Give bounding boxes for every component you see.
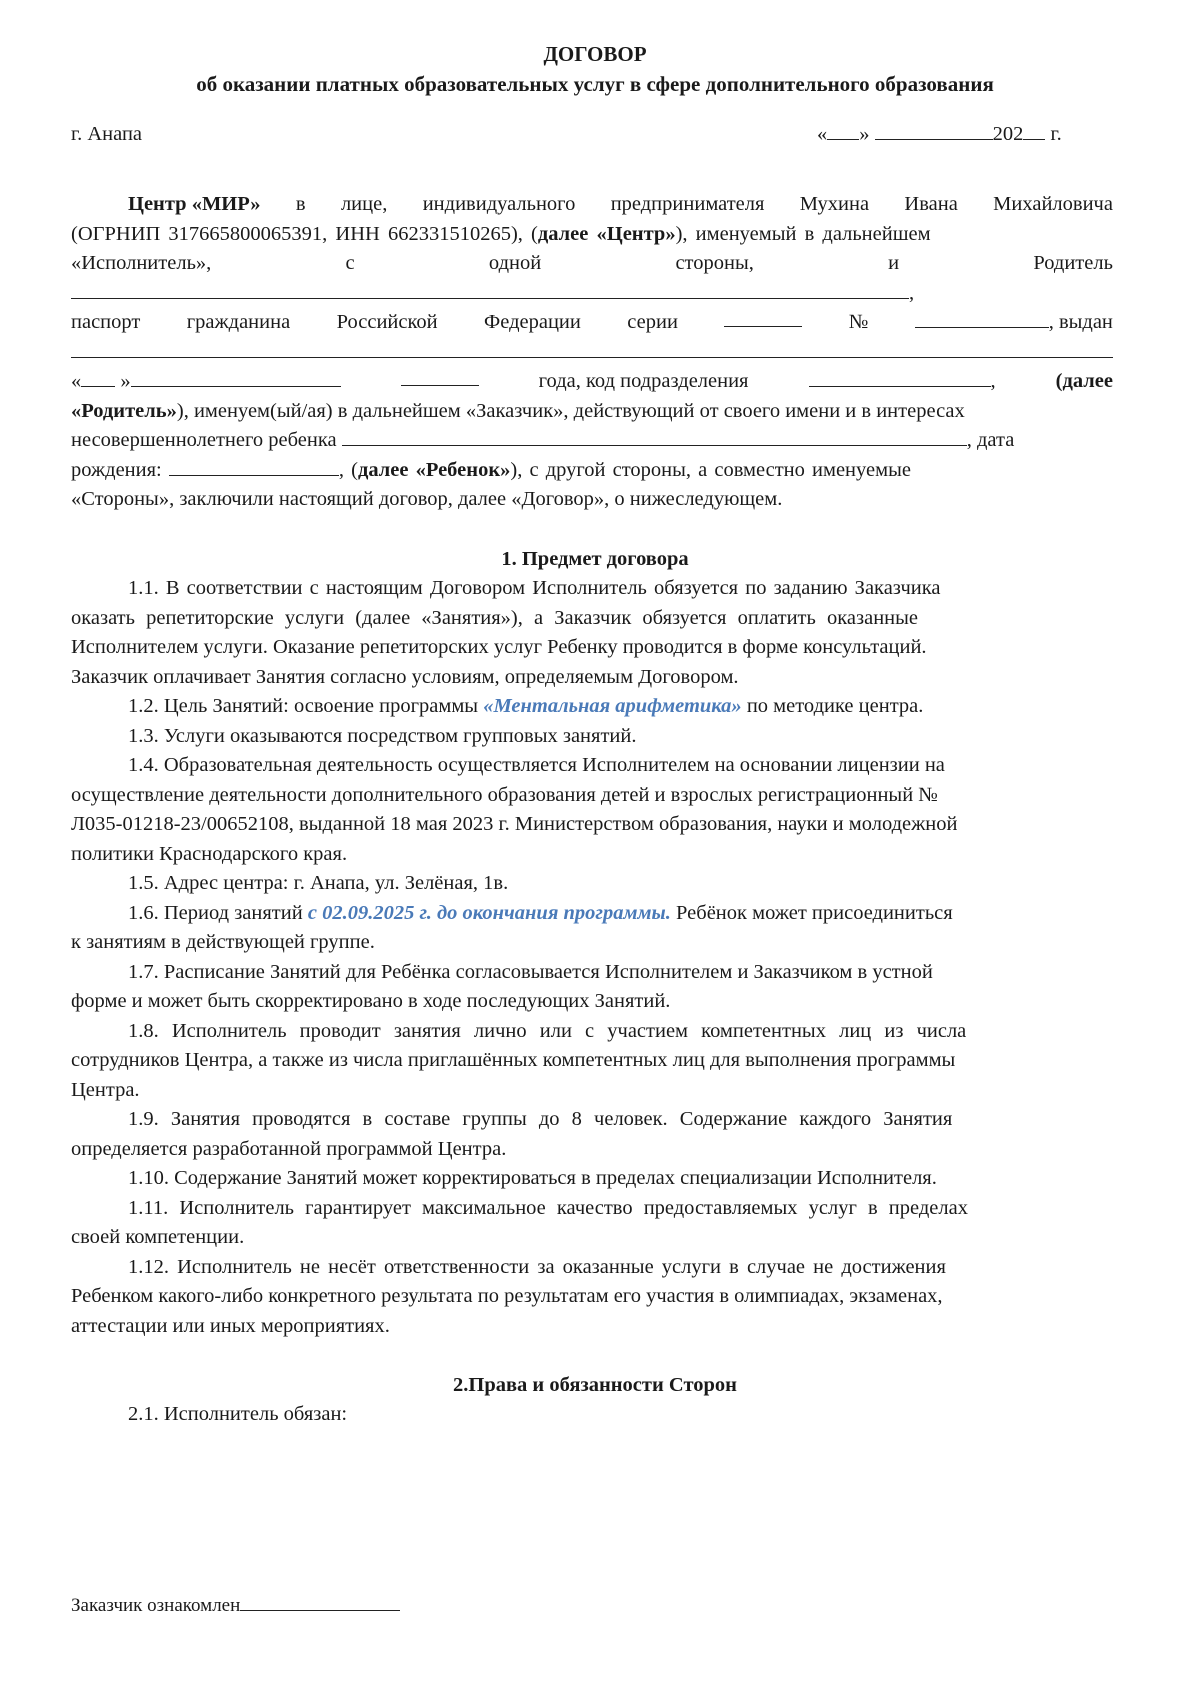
clause-1-11: 1.11. Исполнитель гарантирует максимальное качество предоставляемых услуг в пределах [128, 1197, 968, 1219]
section-1-heading: 1. Предмет договора [501, 548, 689, 570]
division-code-field[interactable]: , [809, 365, 996, 397]
preamble-line-1: Центр «МИР» в лице, индивидуального предпринимателя Мухина Ивана Михайловича [128, 193, 1113, 215]
passport-series-field[interactable] [724, 306, 802, 327]
issue-year-field[interactable] [401, 365, 479, 386]
city: г. Анапа [71, 123, 143, 145]
contract-page: ДОГОВОР об оказании платных образовательных услуг в сфере дополнительного образования г. Анапа « » 202 г. Центр «МИР» в лице, индивидуального предпринимателя Мухина Ивана Михайловича (ОГРНИП 317665800065391, ИНН 662331510265), (далее «Центр»), именуемый в дальнейшем «Исполнитель», с одной стороны, и Родитель , паспорт гражданина Российской Федерации серии № , выдан « » года, код подразделения , (далее «Родитель»), именуем(ый/ая) в дальнейшем «Заказчик», действующий от своего имени и в интересах несовершеннолетнего ребенка , дата рождения: , (далее «Ребенок»), с другой стороны, а совместно именуемые «Стороны», заключили настоящий договор, далее «Договор», о нижеследующем. 1. Предмет договора 1.1. В соответствии с настоящим Договором Исполнитель обязуется по заданию Заказчика оказать репетиторские услуги (далее «Занятия»), а Заказчик обязуется оплатить оказанные Исполнителем услуги. Оказание репетиторских услуг Ребенку проводится в форме консультаций. Заказчик оплачивает Занятия согласно условиям, определяемым Договором. 1.2. Цель Занятий: освоение программы «Ментальная арифметика» по методике центра. 1.3. Услуги оказываются посредством групповых занятий. 1.4. Образовательная деятельность осуществляется Исполнителем на основании лицензии на осуществление деятельности дополнительного образования детей и взрослых регистрационный № Л035-01218-23/00652108, выданной 18 мая 2023 г. Министерством образования, науки и молодежной политики Краснодарского края. 1.5. Адрес центра: г. Анапа, ул. Зелёная, 1в. 1.6. Период занятий с 02.09.2025 г. до окончания программы. Ребёнок может присоединиться к занятиям в действующей группе. 1.7. Расписание Занятий для Ребёнка согласовывается Исполнителем и Заказчиком в устной форме и может быть скорректировано в ходе последующих Занятий. 1.8. Исполнитель проводит занятия лично или с участием компетентных лиц из числа сотрудников Центра, а также из числа приглашённых компетентных лиц для выполнения программы Центра. 1.9. Занятия проводятся в составе группы до 8 человек. Содержание каждого Занятия определяется разработанной программой Центра. 1.10. Содержание Занятий может корректироваться в пределах специализации Исполнителя. 1.11. Исполнитель гарантирует максимальное качество предоставляемых услуг в пределах своей компетенции. 1.12. Исполнитель не несёт ответственности за оказанные услуги в случае не достижения Ребенком какого-либо конкретного результата по результатам его участия в олимпиадах, экзаменах, аттестации или иных мероприятиях. 2.Права и обязанности Сторон 2.1. Исполнитель обязан: Заказчик ознакомлен [0, 0, 1190, 1683]
child-name-line: несовершеннолетнего ребенка , дата [71, 424, 1113, 456]
clause-1-9: 1.9. Занятия проводятся в составе группы до 8 человек. Содержание каждого Занятия [128, 1108, 953, 1130]
preamble-line-3: «Исполнитель», с одной стороны, и Родитель [71, 252, 1113, 274]
passport-line: паспорт гражданина Российской Федерации серии № , выдан [71, 306, 1113, 338]
clause-1-3: 1.3. Услуги оказываются посредством групповых занятий. [128, 725, 637, 747]
parent-name-field[interactable]: , [71, 277, 1113, 309]
clause-1-6: 1.6. Период занятий с 02.09.2025 г. до окончания программы. Ребёнок может присоединиться [128, 902, 953, 924]
preamble-line-11: «Стороны», заключили настоящий договор, далее «Договор», о нижеследующем. [71, 488, 783, 510]
clause-1-2: 1.2. Цель Занятий: освоение программы «Ментальная арифметика» по методике центра. [128, 695, 924, 717]
preamble-line-2: (ОГРНИП 317665800065391, ИНН 662331510265), (далее «Центр»), именуемый в дальнейшем [71, 223, 931, 245]
customer-signature-field[interactable] [240, 1590, 400, 1611]
child-birthdate-field[interactable] [169, 455, 339, 476]
clause-1-1: 1.1. В соответствии с настоящим Договором Исполнитель обязуется по заданию Заказчика [128, 577, 941, 599]
section-2-heading: 2.Права и обязанности Сторон [453, 1374, 737, 1396]
clause-1-7: 1.7. Расписание Занятий для Ребёнка согласовывается Исполнителем и Заказчиком в устной [128, 961, 933, 983]
child-birth-line: рождения: , (далее «Ребенок»), с другой стороны, а совместно именуемые [71, 454, 1113, 486]
document-subtitle: об оказании платных образовательных услуг в сфере дополнительного образования [196, 72, 994, 96]
clause-1-10: 1.10. Содержание Занятий может корректироваться в пределах специализации Исполнителя. [128, 1167, 937, 1189]
program-name: «Ментальная арифметика» [483, 695, 742, 717]
clause-2-1: 2.1. Исполнитель обязан: [128, 1403, 348, 1425]
passport-number-field[interactable]: , выдан [915, 306, 1113, 338]
clause-1-4: 1.4. Образовательная деятельность осуществляется Исполнителем на основании лицензии на [128, 754, 945, 776]
preamble-line-8: «Родитель»), именуем(ый/ая) в дальнейшем «Заказчик», действующий от своего имени и в интересах [71, 400, 965, 422]
clause-1-8: 1.8. Исполнитель проводит занятия лично или с участием компетентных лиц из числа [128, 1020, 967, 1042]
date-field[interactable]: « » 202 г. [817, 118, 1062, 150]
child-name-field[interactable] [342, 425, 967, 446]
clause-1-5: 1.5. Адрес центра: г. Анапа, ул. Зелёная, 1в. [128, 872, 509, 894]
document-title: ДОГОВОР [543, 42, 647, 66]
issue-date-field[interactable]: « » [71, 365, 341, 397]
issue-date-line: « » года, код подразделения , (далее [71, 365, 1113, 397]
issued-by-field[interactable] [71, 336, 1113, 368]
period-dates: с 02.09.2025 г. до окончания программы. [307, 902, 671, 924]
customer-acknowledged: Заказчик ознакомлен [71, 1590, 1113, 1622]
place-date-row [71, 118, 1113, 150]
clause-1-12: 1.12. Исполнитель не несёт ответственности за оказанные услуги в случае не достижения [128, 1256, 946, 1278]
